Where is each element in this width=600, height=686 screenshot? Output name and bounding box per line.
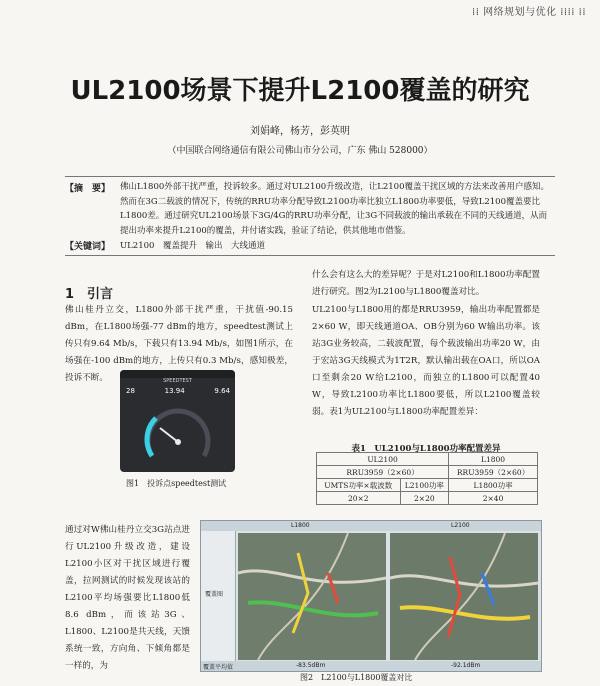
table-cell: 20×2 bbox=[317, 492, 401, 505]
abstract-label: 【摘 要】 bbox=[65, 184, 111, 194]
l1800-average: -83.5dBm bbox=[296, 662, 326, 669]
ping-value: 28 bbox=[126, 387, 135, 395]
table-cell: 2×40 bbox=[449, 492, 538, 505]
l2100-average: -92.1dBm bbox=[451, 662, 481, 669]
speedtest-screenshot bbox=[120, 370, 235, 472]
table-cell: UL2100 bbox=[317, 453, 449, 466]
download-value: 13.94 bbox=[164, 387, 185, 395]
coverage-comparison-figure bbox=[200, 520, 542, 672]
bottom-paragraph: 通过对W佛山桂丹立交3G站点进行UL2100升级改造，建设L2100小区对干扰区域进行覆盖，拉网测试的时候发现该站的L2100平均场强要比L1800低8.6 dBm，而该站3G、L1800、L2100是共天线，天馈系统一致，方向角、下倾角都是一样的，为 bbox=[65, 525, 190, 671]
table-row bbox=[317, 492, 538, 505]
table1-title: 表1 UL2100与L1800功率配置差异 bbox=[351, 444, 501, 454]
col-left-label: L1800 bbox=[291, 522, 310, 529]
table-cell: 2×20 bbox=[400, 492, 449, 505]
map-image-icon bbox=[390, 533, 538, 660]
col-right-label: L2100 bbox=[451, 522, 470, 529]
table-row bbox=[317, 466, 538, 479]
figure2-caption: 图2 L2100与L1800覆盖对比 bbox=[300, 673, 413, 682]
intro-paragraph: 佛山桂丹立交，L1800外部干扰严重，干扰值-90.15 dBm，在L1800场强-77 dBm的地方，speedtest测试上传只有9.64 Mb/s，下载只有13.94 Mb/s，如图1所示，在场强在-100 dBm的地方，上传只有0.3 Mb/s，感知极差，投诉不断。 bbox=[65, 305, 293, 383]
l2100-coverage-map bbox=[390, 533, 538, 660]
keywords-text: UL2100 覆盖提升 输出 大线通道 bbox=[120, 241, 265, 251]
right-paragraph-2: UL2100与L1800用的都是RRU3959，输出功率配置都是2×60 W，即天线通道OA、OB分别为60 W输出功率。该站3G业务较高，二载波配置，每个载波输出功率20 W，由于宏站3G天线模式为1T2R，默认输出载在OA口，所以OA口至剩余20 W给L2100，而独立的L1800可以配置40 W，导致L2100功率比L1800要低，所以L2100覆盖较弱。表1为UL2100与L1800功率配置差异： bbox=[312, 305, 540, 417]
keywords-label: 【关键词】 bbox=[65, 242, 111, 252]
right-paragraph-1: 什么会有这么大的差异呢？于是对L2100和L1800功率配置进行研究。图2为L2100与L1800覆盖对比。 bbox=[312, 270, 540, 297]
speedtest-brand: SPEEDTEST bbox=[163, 378, 192, 384]
table-cell: RRU3959（2×60） bbox=[317, 466, 449, 479]
table-cell: UMTS功率×载波数 bbox=[317, 479, 401, 492]
table-cell: L1800功率 bbox=[449, 479, 538, 492]
table-row bbox=[317, 479, 538, 492]
upload-value: 9.64 bbox=[214, 387, 230, 395]
authors: 刘娟峰，杨芳，彭英明 bbox=[250, 126, 350, 137]
table-cell: L2100功率 bbox=[400, 479, 449, 492]
map-image-icon bbox=[238, 533, 386, 660]
table-row bbox=[317, 453, 538, 466]
figure2-footer bbox=[201, 661, 541, 671]
row-label: 覆盖图 bbox=[201, 531, 236, 661]
section-tag: ⁞⁞ 网络规划与优化 ⁞⁞⁞⁞ ⁞⁞ bbox=[472, 7, 586, 18]
speedtest-values bbox=[126, 387, 230, 395]
abstract-box bbox=[65, 176, 555, 256]
figure1-caption: 图1 投诉点speedtest测试 bbox=[126, 479, 227, 488]
foot-label: 覆盖平均值 bbox=[203, 664, 234, 671]
table-cell: L1800 bbox=[449, 453, 538, 466]
l1800-coverage-map bbox=[238, 533, 386, 660]
affiliation: （中国联合网络通信有限公司佛山市分公司，广东 佛山 528000） bbox=[167, 146, 433, 156]
speed-gauge-icon bbox=[142, 398, 214, 470]
figure2-header bbox=[201, 521, 541, 531]
table-cell: RRU3959（2×60） bbox=[449, 466, 538, 479]
section-heading: 1 引言 bbox=[65, 287, 114, 302]
abstract-text: 佛山L1800外部干扰严重，投诉较多。通过对UL2100升级改造，让L2100覆盖干扰区域的方法来改善用户感知。然而在3G二载波的情况下，传统的RRU功率分配导致L2100功率比独立L1800功率要低，导致L2100覆盖要比L1800差。通过研究UL2100场景下3G/4G的RRU功率分配，让3G不同载波的输出承载在不同的天线通道，从而提出功率来提升L2100的覆盖，并付诸实践，验证了结论，供其他地市借鉴。 bbox=[120, 182, 549, 236]
phone-status-bar bbox=[120, 370, 235, 378]
power-config-table bbox=[316, 452, 538, 505]
article-title: UL2100场景下提升L2100覆盖的研究 bbox=[70, 76, 530, 106]
